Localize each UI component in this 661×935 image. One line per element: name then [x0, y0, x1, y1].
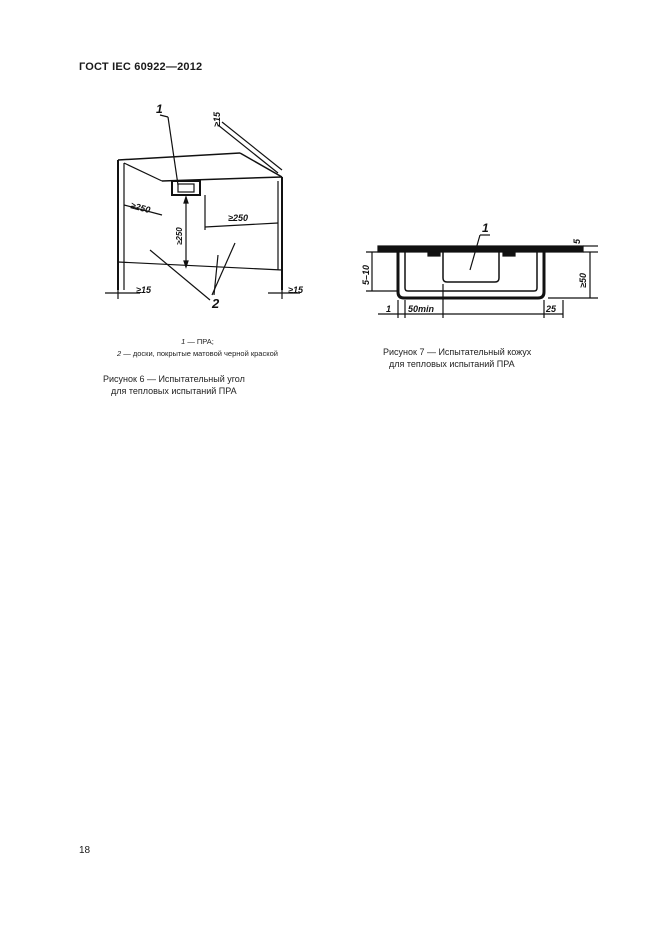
document-header: ГОСТ IEC 60922—2012: [79, 61, 203, 73]
page-number: 18: [79, 845, 91, 856]
fig6-callout-2: 2: [212, 296, 220, 311]
figure-7-caption: Рисунок 7 — Испытательный кожух для тепловых испытаний ПРА: [383, 347, 532, 369]
figure-6-legend: [90, 336, 305, 360]
legend-item-1: 1 — ПРА;: [181, 337, 214, 346]
fig7-dim-right: ≥50: [578, 273, 588, 288]
legend-item-2: 2 — доски, покрытые матовой черной краской: [117, 349, 278, 358]
fig6-callout-1: 1: [156, 102, 163, 116]
figure-6-drawing: [100, 95, 325, 315]
fig6-dim-left: ≥250: [129, 200, 152, 216]
fig7-dim-left: 5–10: [361, 264, 371, 285]
fig7-dim-top: 5: [572, 238, 582, 244]
fig6-dim-right: ≥250: [228, 213, 248, 223]
fig6-dim-bottom-left: ≥15: [136, 285, 151, 295]
fig7-dim-bottom-mid: 50min: [408, 304, 435, 314]
figure-6-caption: Рисунок 6 — Испытательный угол для тепловых испытаний ПРА: [103, 374, 245, 396]
fig6-dim-vertical: ≥250: [175, 227, 184, 245]
figure-7-drawing: [358, 210, 598, 330]
fig6-dim-bottom-right: ≥15: [288, 285, 303, 295]
fig7-dim-bottom-right: 25: [546, 304, 557, 314]
fig7-dim-bottom-left: 1: [386, 304, 392, 314]
fig6-dim-top: ≥15: [212, 112, 222, 127]
fig7-callout-1: 1: [482, 221, 489, 235]
